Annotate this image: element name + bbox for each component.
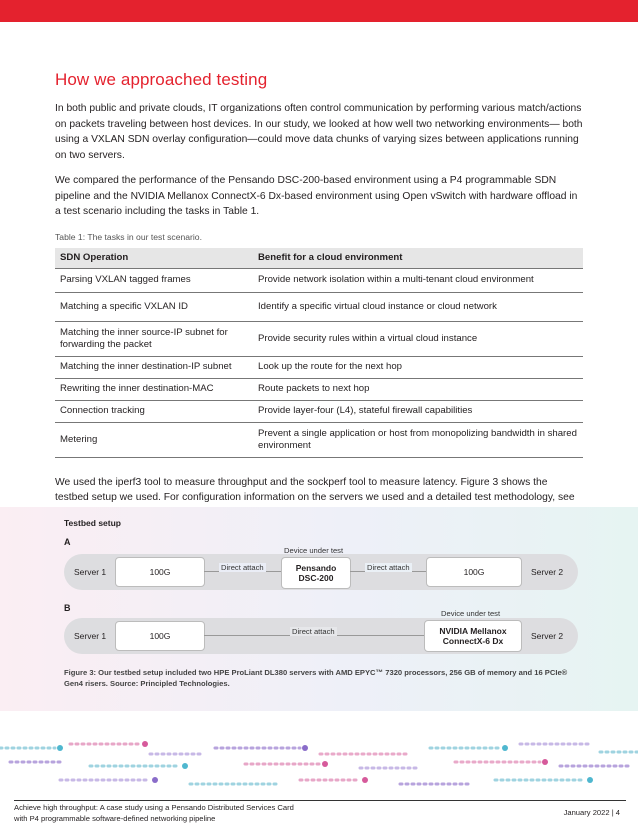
table-cell-benefit: Route packets to next hop xyxy=(253,378,583,400)
tools-text: We used the iperf3 tool to measure throughput and the sockperf tool to measure latency. Figure 3 shows the testbed setup we used. For configuration information on the servers we used and a detailed test methodology, see xyxy=(55,476,575,503)
footer-date-page: January 2022 | 4 xyxy=(563,808,620,817)
table-caption: Table 1: The tasks in our test scenario. xyxy=(55,231,202,242)
table-cell-benefit: Provide network isolation within a multi-tenant cloud environment xyxy=(253,268,583,292)
figure-title: Testbed setup xyxy=(64,518,121,528)
row-b-server-right: Server 2 xyxy=(531,631,564,641)
table-cell-benefit: Look up the route for the next hop xyxy=(253,356,583,378)
table-cell-benefit: Identify a specific virtual cloud instance or cloud network xyxy=(253,292,583,321)
table-row xyxy=(55,356,583,378)
row-a-attach-left: Direct attach xyxy=(221,563,264,572)
section-title: How we approached testing xyxy=(55,70,268,89)
table-cell-benefit: Prevent a single application or host from monopolizing bandwidth in shared environment xyxy=(253,422,583,457)
table-row xyxy=(55,422,583,457)
top-accent-bar xyxy=(0,0,638,22)
row-a-device-line1: Pensando xyxy=(295,563,337,573)
footer-document-title xyxy=(14,803,294,824)
row-b-device-caption: Device under test xyxy=(441,609,501,618)
table-cell-operation: Matching the inner source-IP subnet for forwarding the packet xyxy=(55,321,253,356)
table-cell-benefit: Provide security rules within a virtual cloud instance xyxy=(253,321,583,356)
main-content xyxy=(55,70,583,531)
table-cell-operation: Connection tracking xyxy=(55,400,253,422)
paragraph-intro: In both public and private clouds, IT organizations often control communication by performing various match/actions on packets traveling between host devices. In our study, we looked at how well two networking environments— both using a VXLAN SDN overlay configuration—could move data chunks of varying sizes between applications running on two servers. xyxy=(55,103,583,161)
figure-caption: Figure 3: Our testbed setup included two HPE ProLiant DL380 servers with AMD EPYC™ 7320 processors, 256 GB of memory and 16 PCIe® Gen4 risers. Source: Principled Technologies. xyxy=(64,668,568,688)
row-a-nic-right: 100G xyxy=(426,557,522,587)
decorative-circuit-pattern xyxy=(0,740,638,792)
testbed-figure xyxy=(0,507,638,711)
row-b-device-line2: ConnectX-6 Dx xyxy=(442,636,504,646)
table-row xyxy=(55,400,583,422)
row-b-attach: Direct attach xyxy=(292,627,335,636)
row-b-label: B xyxy=(64,603,71,613)
row-b-device-line1: NVIDIA Mellanox xyxy=(439,626,507,636)
table-cell-operation: Metering xyxy=(55,422,253,457)
table-cell-operation: Parsing VXLAN tagged frames xyxy=(55,268,253,292)
footer-divider xyxy=(14,800,626,801)
table-header-row xyxy=(55,248,583,269)
tasks-table xyxy=(55,248,583,458)
row-a-server-left: Server 1 xyxy=(74,567,107,577)
table-row xyxy=(55,268,583,292)
row-a-nic-left: 100G xyxy=(115,557,205,587)
footer-title-line2: with P4 programmable software-defined networking pipeline xyxy=(14,813,216,823)
table-cell-operation: Rewriting the inner destination-MAC xyxy=(55,378,253,400)
row-a-attach-right: Direct attach xyxy=(367,563,410,572)
table-row xyxy=(55,292,583,321)
table-header-operation: SDN Operation xyxy=(55,248,253,269)
row-b-nic-left: 100G xyxy=(115,621,205,651)
table-row xyxy=(55,378,583,400)
table-cell-operation: Matching the inner destination-IP subnet xyxy=(55,356,253,378)
table-header-benefit: Benefit for a cloud environment xyxy=(253,248,583,269)
table-row xyxy=(55,321,583,356)
table-cell-operation: Matching a specific VXLAN ID xyxy=(55,292,253,321)
table-cell-benefit: Provide layer-four (L4), stateful firewall capabilities xyxy=(253,400,583,422)
row-a-device-caption: Device under test xyxy=(284,546,344,555)
row-a-label: A xyxy=(64,537,71,547)
row-a-server-right: Server 2 xyxy=(531,567,564,577)
paragraph-comparison: We compared the performance of the Pensando DSC-200-based environment using a P4 programmable SDN pipeline and the NVIDIA Mellanox ConnectX-6 Dx-based environment using Open vSwitch with hardware offload in a test scenario including the tasks in Table 1. xyxy=(55,175,578,217)
row-b-device-nvidia xyxy=(424,620,522,652)
footer-title-line1: Achieve high throughput: A case study using a Pensando Distributed Services Card xyxy=(14,803,294,812)
row-a-device-pensando xyxy=(281,557,351,589)
row-b-server-left: Server 1 xyxy=(74,631,107,641)
row-a-device-line2: DSC-200 xyxy=(298,573,334,583)
